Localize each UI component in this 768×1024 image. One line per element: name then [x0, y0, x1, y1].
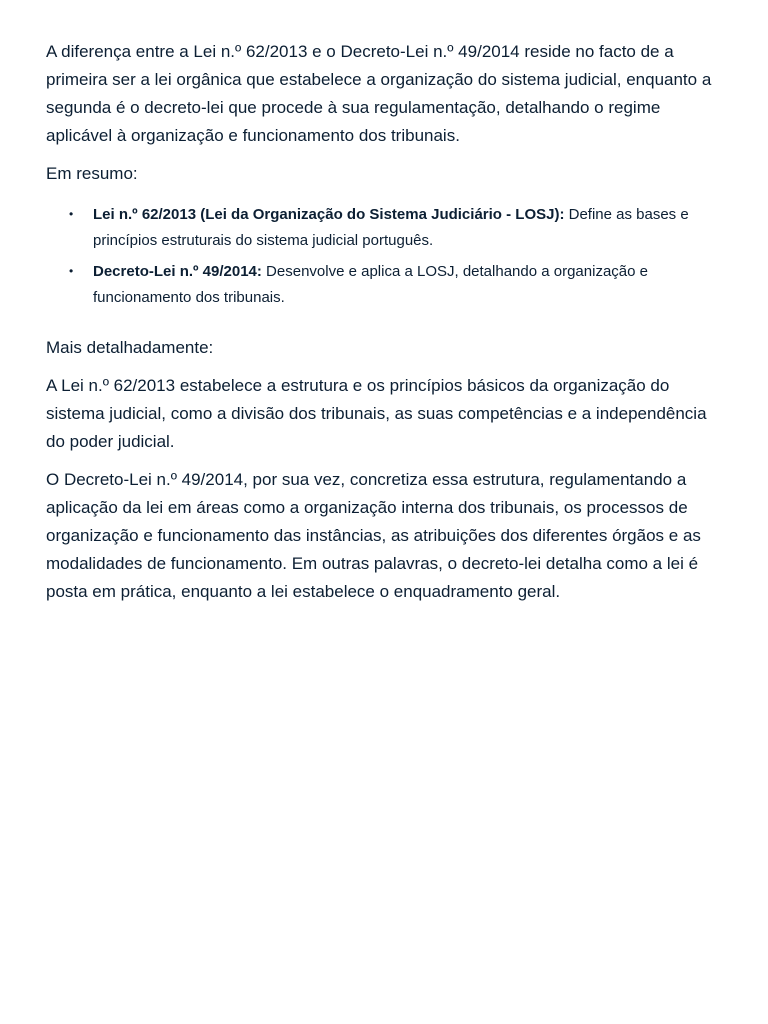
list-item-text: Desenvolve e aplica a LOSJ, detalhando a organização e funcionamento dos tribunais.: [93, 263, 648, 306]
list-item-text: Define as bases e princípios estruturais do sistema judicial português.: [93, 206, 689, 249]
list-item-term: Lei n.º 62/2013 (Lei da Organização do Sistema Judiciário - LOSJ):: [93, 206, 565, 223]
decree-detail-paragraph: O Decreto-Lei n.º 49/2014, por sua vez, concretiza essa estrutura, regulamentando a aplicação da lei em áreas como a organização interna dos tribunais, os processos de organização e funcionamento das instâncias, as atribuições dos diferentes órgãos e as modalidades de funcionamento. Em outras palavras, o decreto-lei detalha como a lei é posta em prática, enquanto a lei estabelece o enquadramento geral.: [46, 470, 701, 601]
list-item-term: Decreto-Lei n.º 49/2014:: [93, 263, 262, 280]
summary-heading: Em resumo:: [46, 164, 138, 183]
summary-list: [46, 198, 722, 334]
law-detail-paragraph: A Lei n.º 62/2013 estabelece a estrutura e os princípios básicos da organização do sistema judicial, como a divisão dos tribunais, as suas competências e a independência do poder judicial.: [46, 376, 707, 451]
bullet-icon: •: [69, 264, 74, 278]
intro-paragraph: A diferença entre a Lei n.º 62/2013 e o Decreto-Lei n.º 49/2014 reside no facto de a primeira ser a lei orgânica que estabelece a organização do sistema judicial, enquanto a segunda é o decreto-lei que procede à sua regulamentação, detalhando o regime aplicável à organização e funcionamento dos tribunais.: [46, 42, 712, 145]
bullet-icon: •: [69, 207, 74, 221]
list-item: [69, 259, 722, 310]
list-item: [69, 202, 722, 253]
details-heading: Mais detalhadamente:: [46, 338, 214, 357]
